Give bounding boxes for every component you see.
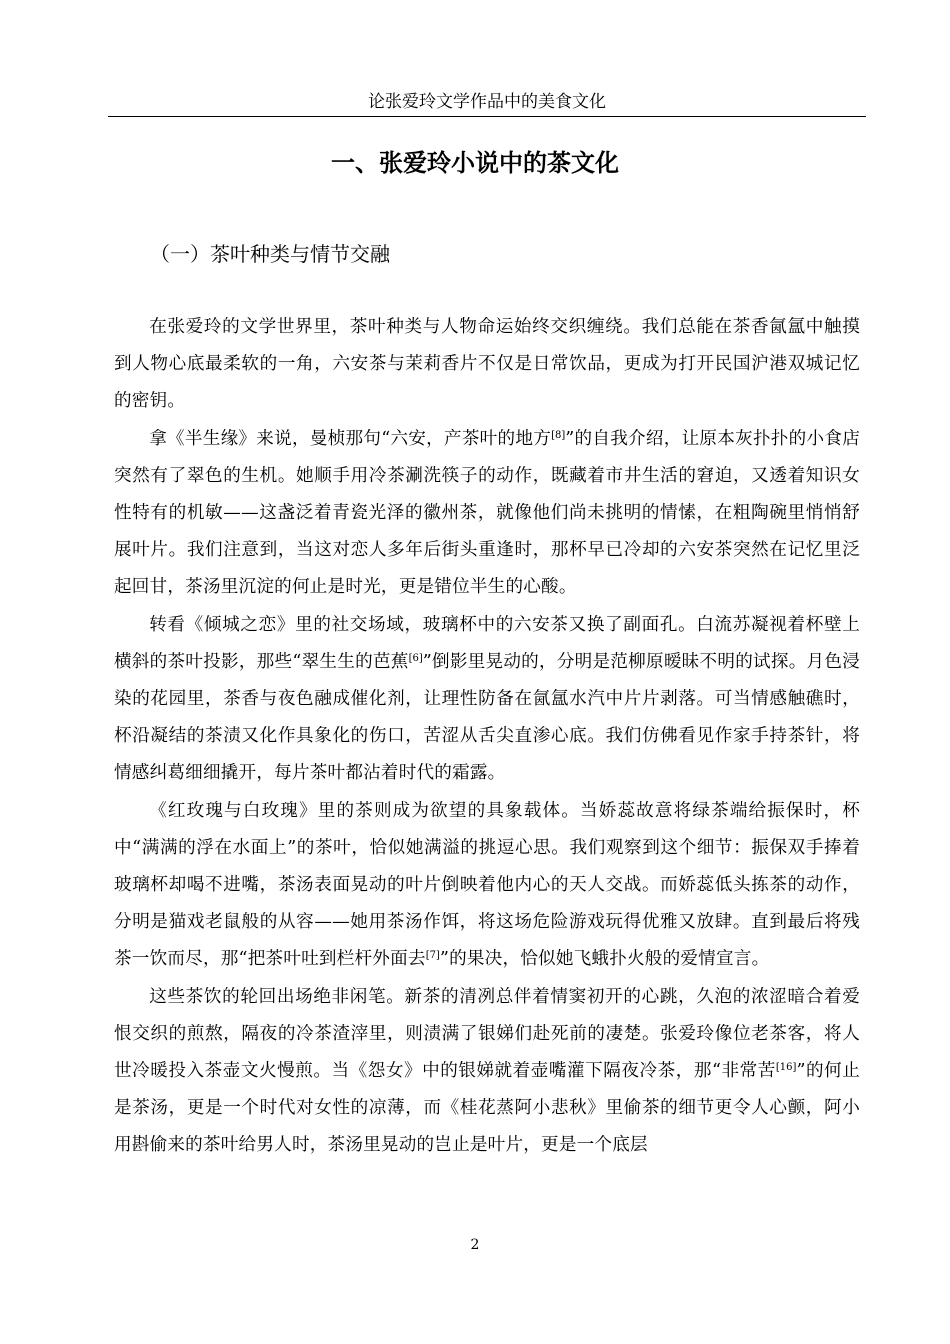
- paragraph-3-text: 转看《倾城之恋》里的社交场域，玻璃杯中的六安茶又换了副面孔。白流苏凝视着杯壁上横斜的茶叶投影，那些“翠生生的芭蕉: [114, 614, 860, 672]
- paragraph-5-text: 这些茶饮的轮回出场绝非闲笔。新茶的清冽总伴着情窦初开的心跳，久泡的浓涩暗合着爱恨交织的煎熬，隔夜的冷茶渣滓里，则渍满了银娣们赴死前的凄楚。张爱玲像位老茶客，将人世冷暖投入茶壶文火慢煎。当《怨女》中的银娣就着壶嘴灌下隔夜冷茶，那“非常苦: [114, 986, 860, 1082]
- citation-ref: [6]: [408, 652, 423, 664]
- paragraph-3: [114, 607, 860, 793]
- paragraph-2-text: 拿《半生缘》来说，曼桢那句“六安，产茶叶的地方: [149, 428, 552, 449]
- section-title: （一）茶叶种类与情节交融: [150, 242, 390, 266]
- paragraph-5: [114, 979, 860, 1165]
- paragraph-4-text-cont: ”的果决，恰似她飞蛾扑火般的爱情宣言。: [439, 949, 770, 970]
- page-number: 2: [470, 1237, 480, 1253]
- body-text: [114, 309, 860, 1165]
- citation-ref: [8]: [551, 429, 566, 441]
- paragraph-5-text-cont: ”的何止是茶汤，更是一个时代对女性的凉薄，而《桂花蒸阿小悲秋》里偷茶的细节更令人心颤，阿小用斟偷来的茶叶给男人时，茶汤里晃动的岂止是叶片，更是一个底层: [114, 1061, 860, 1156]
- citation-ref: [16]: [775, 1062, 797, 1074]
- paragraph-1-text: 在张爱玲的文学世界里，茶叶种类与人物命运始终交织缠绕。我们总能在茶香氤氲中触摸到人物心底最柔软的一角，六安茶与茉莉香片不仅是日常饮品，更成为打开民国沪港双城记忆的密钥。: [114, 317, 860, 412]
- citation-ref: [7]: [425, 950, 440, 962]
- paragraph-2-text-cont: ”的自我介绍，让原本灰扑扑的小食店突然有了翠色的生机。她顺手用冷茶涮洗筷子的动作，既藏着市井生活的窘迫，又透着知识女性特有的机敏——这盏泛着青瓷光泽的徽州茶，就像他们尚未挑明的情愫，在粗陶碗里悄悄舒展叶片。我们注意到，当这对恋人多年后街头重逢时，那杯早已冷却的六安茶突然在记忆里泛起回甘，茶汤里沉淀的何止是时光，更是错位半生的心酸。: [114, 428, 860, 598]
- paragraph-3-text-cont: ”倒影里晃动的，分明是范柳原暧昧不明的试探。月色浸染的花园里，茶香与夜色融成催化剂，让理性防备在氤氲水汽中片片剥落。可当情感触礁时，杯沿凝结的茶渍又化作具象化的伤口，苦涩从舌尖直渗心底。我们仿佛看见作家手持茶针，将情感纠葛细细撬开，每片茶叶都沾着时代的霜露。: [114, 651, 860, 784]
- paragraph-4-text: 《红玫瑰与白玫瑰》里的茶则成为欲望的具象载体。当娇蕊故意将绿茶端给振保时，杯中“满满的浮在水面上”的茶叶，恰似她满溢的挑逗心思。我们观察到这个细节：振保双手捧着玻璃杯却喝不进嘴，茶汤表面晃动的叶片倒映着他内心的天人交战。而娇蕊低头拣茶的动作，分明是猫戏老鼠般的从容——她用茶汤作饵，将这场危险游戏玩得优雅又放肆。直到最后将残茶一饮而尽，那“把茶叶吐到栏杆外面去: [114, 800, 860, 970]
- paragraph-1: [114, 309, 860, 421]
- paragraph-2: [114, 421, 860, 607]
- running-header-title: 论张爱玲文学作品中的美食文化: [368, 92, 606, 112]
- running-header: [108, 90, 866, 117]
- chapter-title: 一、张爱玲小说中的茶文化: [331, 149, 619, 177]
- paragraph-4: [114, 793, 860, 979]
